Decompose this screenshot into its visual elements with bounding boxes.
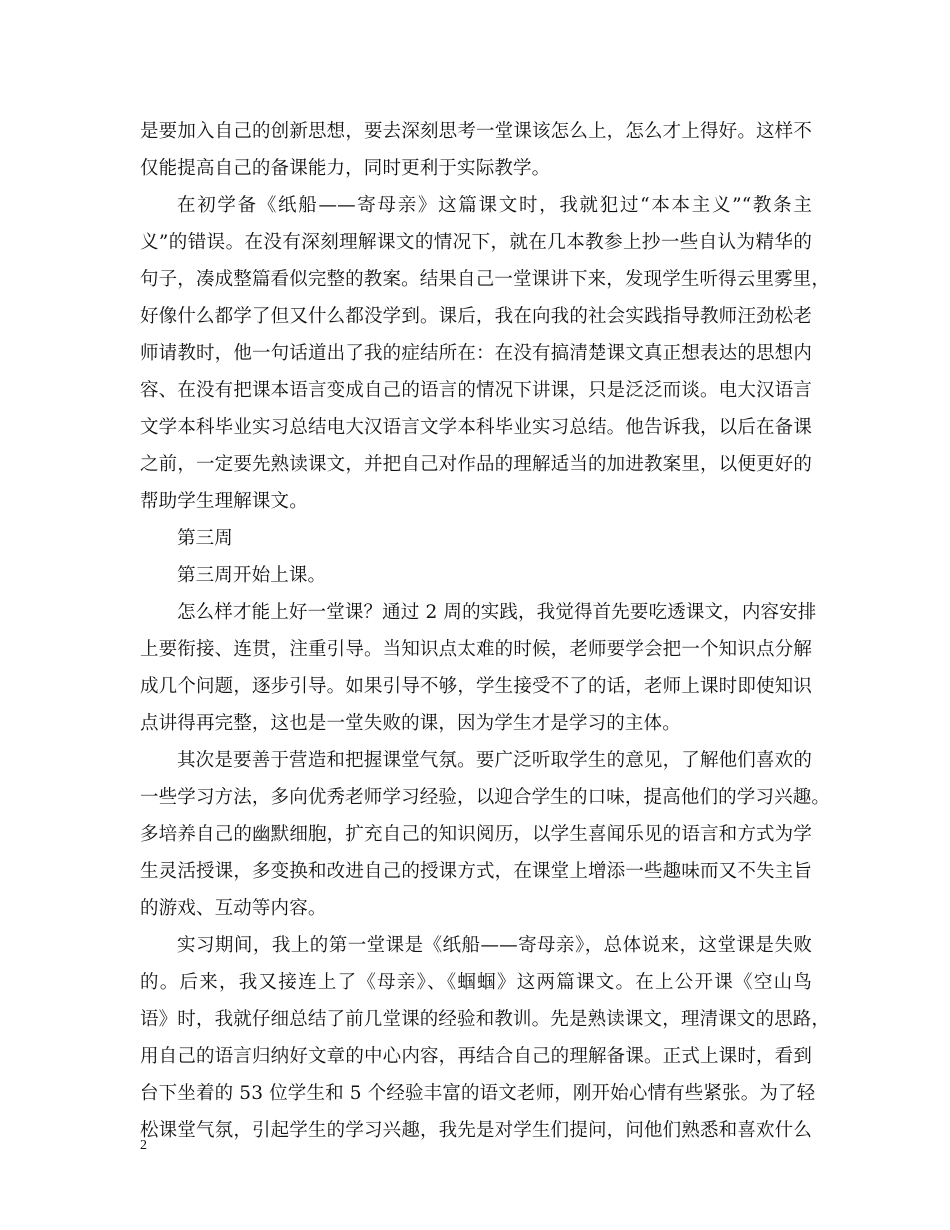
text-line: 一些学习方法，多向优秀老师学习经验，以迎合学生的口味，提高他们的学习兴趣。 bbox=[140, 787, 831, 808]
text-line: 点讲得再完整，这也是一堂失败的课，因为学生才是学习的主体。 bbox=[140, 713, 681, 734]
text-line: 师请教时，他一句话道出了我的症结所在：在没有搞清楚课文真正想表达的思想内 bbox=[140, 343, 812, 364]
text-line: 生灵活授课，多变换和改进自己的授课方式，在课堂上增添一些趣味而又不失主旨 bbox=[140, 861, 812, 882]
text-line: 多培养自己的幽默细胞，扩充自己的知识阅历，以学生喜闻乐见的语言和方式为学 bbox=[140, 824, 812, 845]
text-line: 第三周 bbox=[177, 528, 233, 549]
text-line: 句子，凑成整篇看似完整的教案。结果自己一堂课讲下来，发现学生听得云里雾里， bbox=[140, 269, 831, 290]
text-line: 松课堂气氛，引起学生的学习兴趣，我先是对学生们提问，问他们熟悉和喜欢什么 bbox=[140, 1120, 812, 1141]
text-line: 其次是要善于营造和把握课堂气氛。要广泛听取学生的意见，了解他们喜欢的 bbox=[177, 750, 812, 771]
text-line: 语》时，我就仔细总结了前几堂课的经验和教训。先是熟读课文，理清课文的思路， bbox=[140, 1009, 831, 1030]
text-line: 实习期间，我上的第一堂课是《纸船——寄母亲》，总体说来，这堂课是失败 bbox=[177, 935, 812, 956]
text-line: 仅能提高自己的备课能力，同时更利于实际教学。 bbox=[140, 158, 551, 179]
text-line: 帮助学生理解课文。 bbox=[140, 491, 308, 512]
text-line: 怎么样才能上好一堂课？通过 2 周的实践，我觉得首先要吃透课文，内容安排 bbox=[177, 602, 817, 623]
text-line: 第三周开始上课。 bbox=[177, 565, 327, 586]
text-line: 好像什么都学了但又什么都没学到。课后，我在向我的社会实践指导教师汪劲松老 bbox=[140, 306, 812, 327]
text-line: 的游戏、互动等内容。 bbox=[140, 898, 327, 919]
text-line: 台下坐着的 53 位学生和 5 个经验丰富的语文老师，刚开始心情有些紧张。为了轻 bbox=[140, 1083, 816, 1104]
page-number: 2 bbox=[140, 1138, 147, 1153]
body-text bbox=[140, 113, 831, 1149]
text-line: 在初学备《纸船——寄母亲》这篇课文时，我就犯过“本本主义”“教条主 bbox=[177, 195, 812, 216]
text-line: 之前，一定要先熟读课文，并把自己对作品的理解适当的加进教案里，以便更好的 bbox=[140, 454, 812, 475]
text-line: 上要衔接、连贯，注重引导。当知识点太难的时候，老师要学会把一个知识点分解 bbox=[140, 639, 812, 660]
text-line: 的。后来，我又接连上了《母亲》、《蝈蝈》这两篇课文。在上公开课《空山鸟 bbox=[140, 972, 812, 993]
text-line: 容、在没有把课本语言变成自己的语言的情况下讲课，只是泛泛而谈。电大汉语言 bbox=[140, 380, 812, 401]
text-line: 是要加入自己的创新思想，要去深刻思考一堂课该怎么上，怎么才上得好。这样不 bbox=[140, 121, 812, 142]
text-line: 用自己的语言归纳好文章的中心内容，再结合自己的理解备课。正式上课时，看到 bbox=[140, 1046, 812, 1067]
text-line: 成几个问题，逐步引导。如果引导不够，学生接受不了的话，老师上课时即使知识 bbox=[140, 676, 812, 697]
text-line: 义”的错误。在没有深刻理解课文的情况下，就在几本教参上抄一些自认为精华的 bbox=[140, 232, 812, 253]
text-line: 文学本科毕业实习总结电大汉语言文学本科毕业实习总结。他告诉我，以后在备课 bbox=[140, 417, 812, 438]
